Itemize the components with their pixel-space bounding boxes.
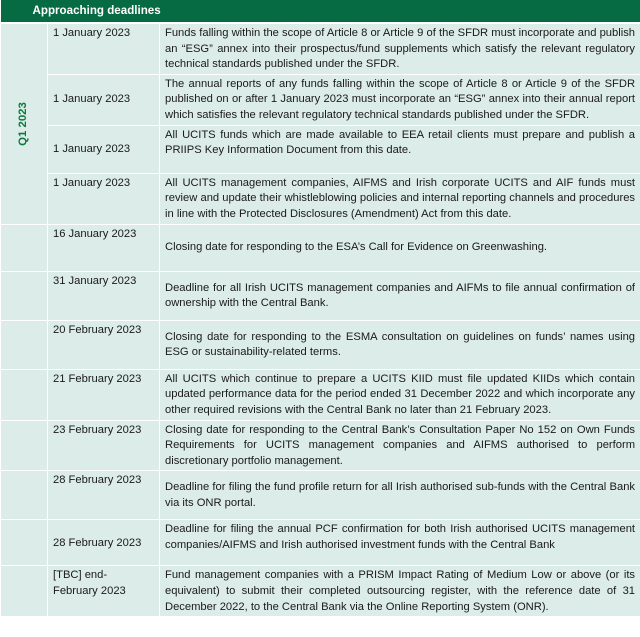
table-row [1, 224, 640, 271]
table-row [1, 23, 640, 74]
empty-cell [1, 566, 48, 617]
table-header-title: Approaching deadlines [1, 0, 640, 23]
table-row [1, 520, 640, 566]
table-row [1, 173, 640, 224]
table-row [1, 471, 640, 520]
row-date: 23 February 2023 [48, 420, 160, 471]
empty-cell [1, 320, 48, 369]
empty-cell [1, 224, 48, 271]
empty-cell [1, 369, 48, 420]
row-description: Fund management companies with a PRISM Impact Rating of Medium Low or above (or its equivalent) to submit their completed outsourcing register, with the reference date of 31 December 2022, to the Central Bank via the Online Reporting System (ONR). [160, 566, 640, 617]
empty-cell [1, 520, 48, 566]
row-date: 31 January 2023 [48, 271, 160, 320]
quarter-label: Q1 2023 [17, 102, 30, 146]
row-date: 1 January 2023 [48, 74, 160, 125]
table-row [1, 271, 640, 320]
table-row [1, 125, 640, 173]
row-description: All UCITS funds which are made available to EEA retail clients must prepare and publish a PRIIPS Key Information Document from this date. [160, 125, 640, 173]
table-row [1, 369, 640, 420]
row-description: Deadline for all Irish UCITS management companies and AIFMs to file annual confirmation of ownership with the Central Bank. [160, 271, 640, 320]
row-date: 28 February 2023 [48, 520, 160, 566]
row-description: Closing date for responding to the ESA’s Call for Evidence on Greenwashing. [160, 224, 640, 271]
row-description: Closing date for responding to the ESMA consultation on guidelines on funds’ names using ESG or sustainability-related terms. [160, 320, 640, 369]
row-date: 1 January 2023 [48, 173, 160, 224]
table-row [1, 320, 640, 369]
empty-cell [1, 471, 48, 520]
row-description: Closing date for responding to the Central Bank’s Consultation Paper No 152 on Own Funds Requirements for UCITS management companies and AIFMS authorised to perform discretionary portfolio management. [160, 420, 640, 471]
row-date: 16 January 2023 [48, 224, 160, 271]
table-row [1, 420, 640, 471]
table-row [1, 74, 640, 125]
row-date: 1 January 2023 [48, 125, 160, 173]
row-date: 28 February 2023 [48, 471, 160, 520]
row-date: [TBC] end- February 2023 [48, 566, 160, 617]
quarter-cell [1, 23, 48, 224]
empty-cell [1, 420, 48, 471]
row-description: The annual reports of any funds falling within the scope of Article 8 or Article 9 of the SFDR published on or after 1 January 2023 must incorporate an “ESG” annex into their annual report which satisfies the relevant regulatory technical standards published under the SFDR. [160, 74, 640, 125]
row-description: Funds falling within the scope of Article 8 or Article 9 of the SFDR must incorporate and publish an “ESG” annex into their prospectus/fund supplements which satisfy the relevant regulatory technical standards published under the SFDR. [160, 23, 640, 74]
row-date: 1 January 2023 [48, 23, 160, 74]
row-description: Deadline for filing the annual PCF confirmation for both Irish authorised UCITS management companies/AIFMS and Irish authorised investment funds with the Central Bank [160, 520, 640, 566]
row-description: All UCITS which continue to prepare a UCITS KIID must file updated KIIDs which contain updated performance data for the period ended 31 December 2022 and which incorporate any other required revisions with the Central Bank no later than 21 February 2023. [160, 369, 640, 420]
empty-cell [1, 271, 48, 320]
row-date: 20 February 2023 [48, 320, 160, 369]
row-date: 21 February 2023 [48, 369, 160, 420]
row-description: All UCITS management companies, AIFMS and Irish corporate UCITS and AIF funds must review and update their whistleblowing policies and internal reporting channels and procedures in line with the Protected Disclosures (Amendment) Act from this date. [160, 173, 640, 224]
table-row [1, 566, 640, 617]
row-description: Deadline for filing the fund profile return for all Irish authorised sub-funds with the Central Bank via its ONR portal. [160, 471, 640, 520]
